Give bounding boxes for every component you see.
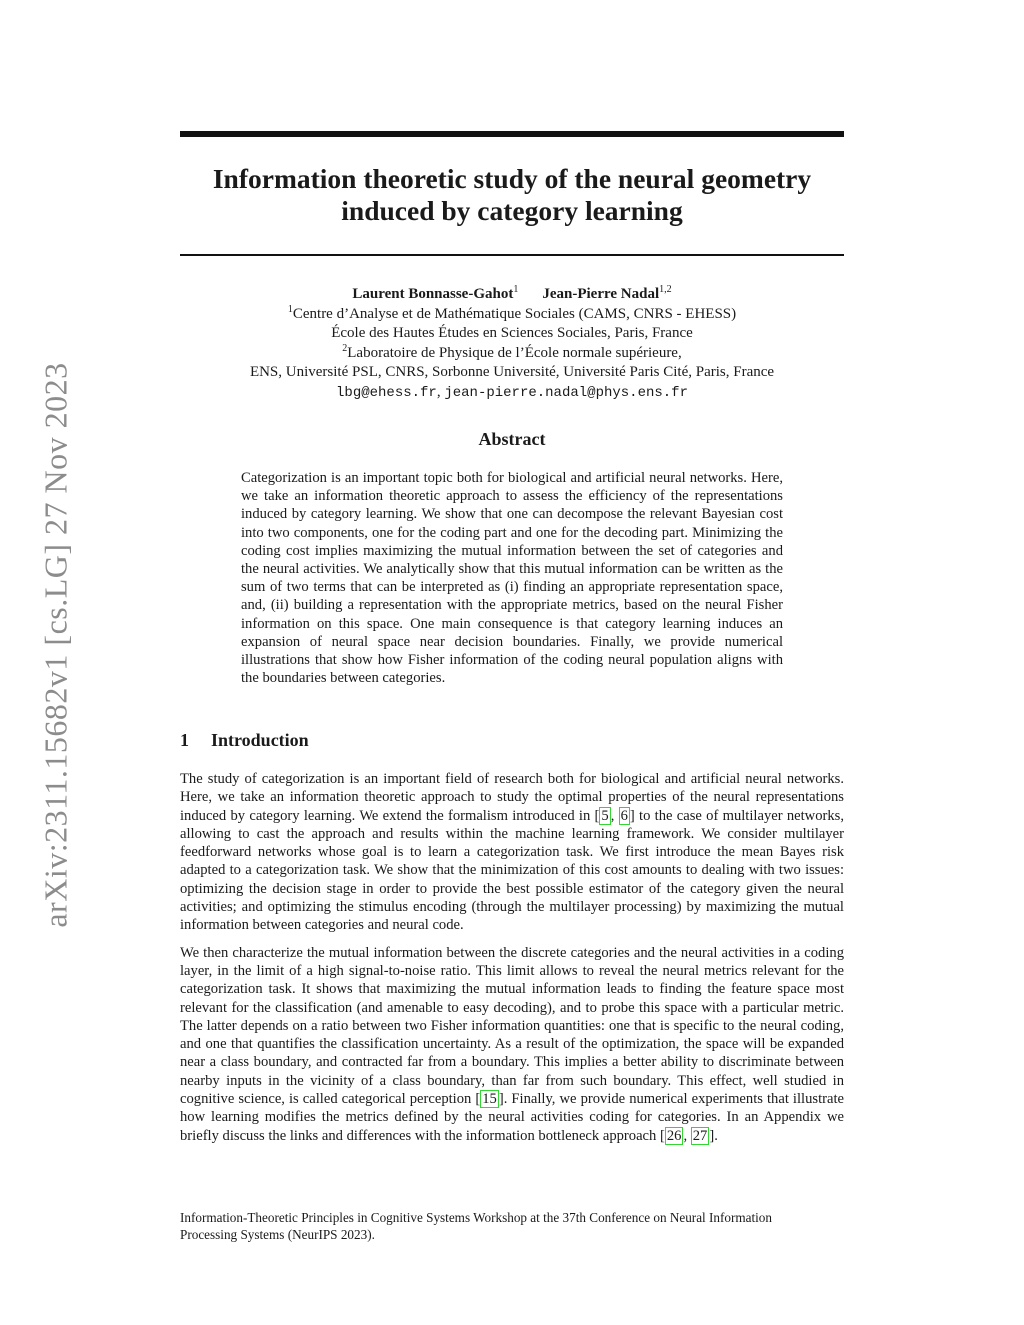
introduction-body [180, 770, 844, 1154]
venue-footnote [180, 1209, 844, 1243]
affiliation-1-line-2: École des Hautes Études en Sciences Sociales, Paris, France [331, 325, 693, 341]
intro-paragraph-1: The study of categorization is an important field of research both for biological and artificial neural networks. Here, we take an information theoretic approach to study the optimal properties of the neural representations induced by category learning. We extend the formalism introduced in [ 5 , 6 ] to the case of multilayer networks, allowing to cast the approach and results within the machine learning framework. We consider multilayer feedforward networks whose goal is to learn a categorization task. We first introduce the mean Bayes risk adapted to a categorization task. We show that the minimization of this cost amounts to dealing with two issues: optimizing the decision stage in order to provide the best possible estimator of the category given the neural activities; and optimizing the stimulus encoding (through the multilayer processing) by maximizing the mutual information between categories and neural code. [180, 771, 845, 934]
email-1[interactable]: lbg@ehess.fr [336, 384, 437, 401]
footnote-line-2: Processing Systems (NeurIPS 2023). [180, 1227, 375, 1242]
citation-link[interactable]: 26 [666, 1127, 682, 1144]
author-names [140, 285, 884, 305]
author-2-affiliation-mark: 1,2 [659, 284, 672, 295]
citation-link[interactable]: 5 [601, 807, 609, 824]
section-number: 1 [180, 730, 189, 750]
author-1-affiliation-mark: 1 [513, 284, 519, 295]
title-top-rule [180, 131, 844, 137]
affiliation-2-line-2: ENS, Université PSL, CNRS, Sorbonne Université, Université Paris Cité, Paris, France [249, 364, 775, 380]
title-bottom-rule [180, 254, 844, 256]
abstract-text: Categorization is an important topic both for biological and artificial neural networks. Here, we take an information theoretic approach to assess the efficiency of the representations induced by category learning. We show that one can decompose the relevant Bayesian cost into two components, one for the coding part and one for the decoding part. Minimizing the coding cost implies maximizing the mutual information between the set of categories and the neural activities. We analytically show that this mutual information can be written as the sum of two terms that can be interpreted as (i) finding an appropriate representation space, and, (ii) building a representation with the appropriate metrics, based on the neural Fisher information on this space. One main consequence is that category learning induces an expansion of neural space near decision boundaries. Finally, we provide numerical illustrations that show how Fisher information of the coding neural population aligns with the boundaries between categories. [241, 470, 783, 687]
author-emails: lbg@ehess.fr, jean-pierre.nadal@phys.ens.fr [336, 383, 688, 401]
citation-link[interactable]: 27 [692, 1127, 708, 1144]
paper-title [180, 163, 844, 227]
section-title: Introduction [211, 730, 309, 750]
section-heading-introduction [180, 730, 309, 751]
authors-block [140, 285, 884, 403]
intro-paragraph-2: We then characterize the mutual information between the discrete categories and the neural activities in a coding layer, in the limit of a high signal-to-noise ratio. This limit allows to reveal the neural metrics relevant for the categorization task. It shows that maximizing the mutual information leads to finding the feature space most relevant for the classification (and amenable to easy decoding), and to probe this space with a particular metric. The latter depends on a ratio between two Fisher information quantities: one that is specific to the neural coding, and one that quantifies the classification uncertainty. As a result of the optimization, the space will be expanded near a class boundary, and contracted far from a boundary. This implies a better ability to discriminate between nearby inputs in the vicinity of a class boundary, than far from such boundary. This effect, well studied in cognitive science, is called categorical perception [ 15 ]. Finally, we provide numerical experiments that illustrate how learning modifies the metrics defined by the neural activities coding for categories. In an Appendix we briefly discuss the links and differences with the information bottleneck approach [ 26 , 27 ]. [180, 944, 844, 1144]
author-2-name: Jean-Pierre Nadal [542, 286, 660, 302]
abstract-heading: Abstract [478, 429, 546, 449]
footnote-line-1: Information-Theoretic Principles in Cognitive Systems Workshop at the 37th Conference on Neural Information [180, 1210, 772, 1225]
citation-link[interactable]: 6 [620, 807, 628, 824]
affiliation-1-line-1: $^1$Centre d’Analyse et de Mathématique Sociales (CAMS, CNRS - EHESS) [287, 303, 737, 322]
title-line-1: Information theoretic study of the neural geometry [212, 163, 812, 194]
arxiv-identifier-stamp: arXiv:2311.15682v1 [cs.LG] 27 Nov 2023 [37, 362, 74, 928]
title-line-2: induced by category learning [341, 195, 683, 226]
affiliation-2-line-1: $^2$Laboratoire de Physique de l’École normale supérieure, [342, 342, 682, 361]
author-1-name: Laurent Bonnasse-Gahot [352, 286, 514, 302]
email-2[interactable]: jean-pierre.nadal@phys.ens.fr [444, 384, 688, 401]
citation-link[interactable]: 15 [482, 1091, 497, 1108]
